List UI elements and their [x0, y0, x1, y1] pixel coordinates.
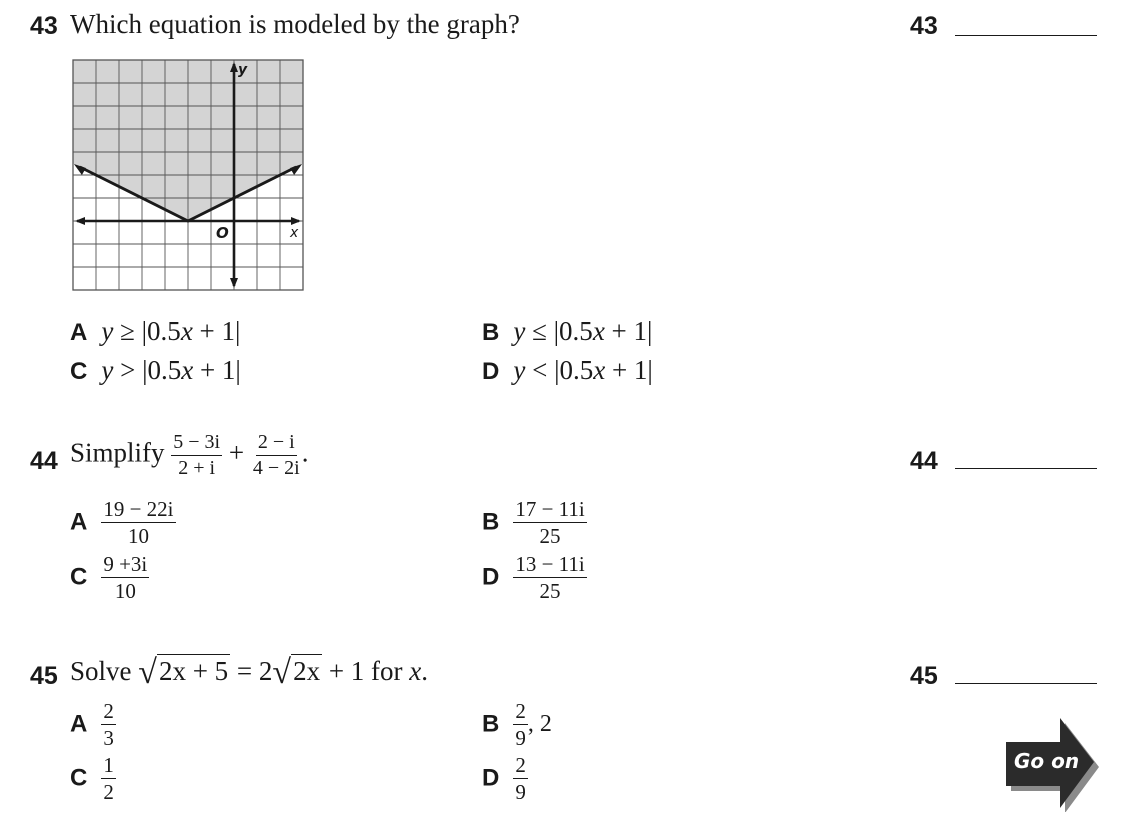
choice-letter: C	[70, 563, 88, 591]
fraction: $\frac{5 - 3i}{2 + i}$	[173, 431, 221, 479]
choice-expression: y ≥ |0.5x + 1|	[101, 316, 241, 346]
choice-c[interactable]	[70, 355, 241, 386]
choice-letter: C	[70, 358, 88, 385]
origin-label: O	[216, 224, 229, 242]
fraction: $\frac{2}{9}$	[515, 753, 526, 805]
choice-letter: A	[70, 508, 88, 536]
question-text: Simplify $\frac{5 - 3i}{2 + i}$ + $\frac{2 - i}{4 - 2i}$ .	[70, 431, 309, 479]
answer-line[interactable]	[955, 683, 1097, 684]
choice-letter: A	[70, 710, 88, 738]
choice-letter: B	[482, 319, 500, 346]
choice-c[interactable]	[70, 754, 116, 803]
answer-number: 45	[910, 662, 938, 690]
question-number: 44	[30, 447, 58, 475]
x-axis-arrow-left	[75, 217, 85, 225]
choice-b[interactable]: B $\frac{2}{9}$ , 2	[482, 699, 552, 751]
choice-b[interactable]	[482, 498, 587, 547]
answer-line[interactable]	[955, 468, 1097, 469]
fraction: $\frac{1}{2}$	[103, 753, 114, 805]
choice-a[interactable]	[70, 498, 176, 547]
x-axis-label: x	[290, 225, 299, 241]
choice-expression: y < |0.5x + 1|	[513, 355, 653, 385]
choice-d[interactable]	[482, 754, 528, 803]
question-number: 43	[30, 12, 58, 40]
choice-d[interactable]	[482, 553, 587, 602]
question-text: Which equation is modeled by the graph?	[70, 9, 520, 39]
square-root: √2x	[272, 654, 321, 691]
fraction: $\frac{17 - 11i}{25}$	[515, 497, 585, 549]
y-axis-label: y	[238, 62, 248, 78]
square-root: √2x + 5	[138, 654, 229, 691]
go-on-label: Go on	[1014, 749, 1080, 773]
answer-line[interactable]	[955, 35, 1097, 36]
fraction: $\frac{2 - i}{4 - 2i}$	[252, 431, 300, 479]
choice-a[interactable]	[70, 316, 240, 347]
x-axis-arrow-right	[291, 217, 301, 225]
choice-letter: B	[482, 508, 500, 536]
choice-d[interactable]	[482, 355, 653, 386]
inequality-graph	[70, 57, 306, 293]
y-axis-arrow-down	[230, 278, 238, 288]
fraction: $\frac{2}{9}$	[515, 699, 526, 751]
fraction: $\frac{19 - 22i}{10}$	[103, 497, 174, 549]
choice-letter: D	[482, 358, 500, 385]
choice-expression: y > |0.5x + 1|	[101, 355, 241, 385]
choice-letter: D	[482, 563, 500, 591]
choice-letter: B	[482, 710, 500, 738]
choice-letter: D	[482, 764, 500, 792]
answer-number: 44	[910, 447, 938, 475]
choice-c[interactable]	[70, 553, 149, 602]
answer-number: 43	[910, 12, 938, 40]
choice-b[interactable]	[482, 316, 652, 347]
fraction: $\frac{9 +3i}{10}$	[103, 552, 148, 604]
fraction: $\frac{2}{3}$	[103, 699, 114, 751]
question-text: Solve √2x + 5 = 2√2x + 1 for x.	[70, 654, 429, 691]
fraction: $\frac{13 - 11i}{25}$	[515, 552, 585, 604]
choice-letter: A	[70, 319, 88, 346]
choice-expression: y ≤ |0.5x + 1|	[513, 316, 653, 346]
go-on-arrow[interactable]	[1000, 716, 1100, 812]
choice-a[interactable]	[70, 700, 116, 749]
question-number: 45	[30, 662, 58, 690]
choice-letter: C	[70, 764, 88, 792]
